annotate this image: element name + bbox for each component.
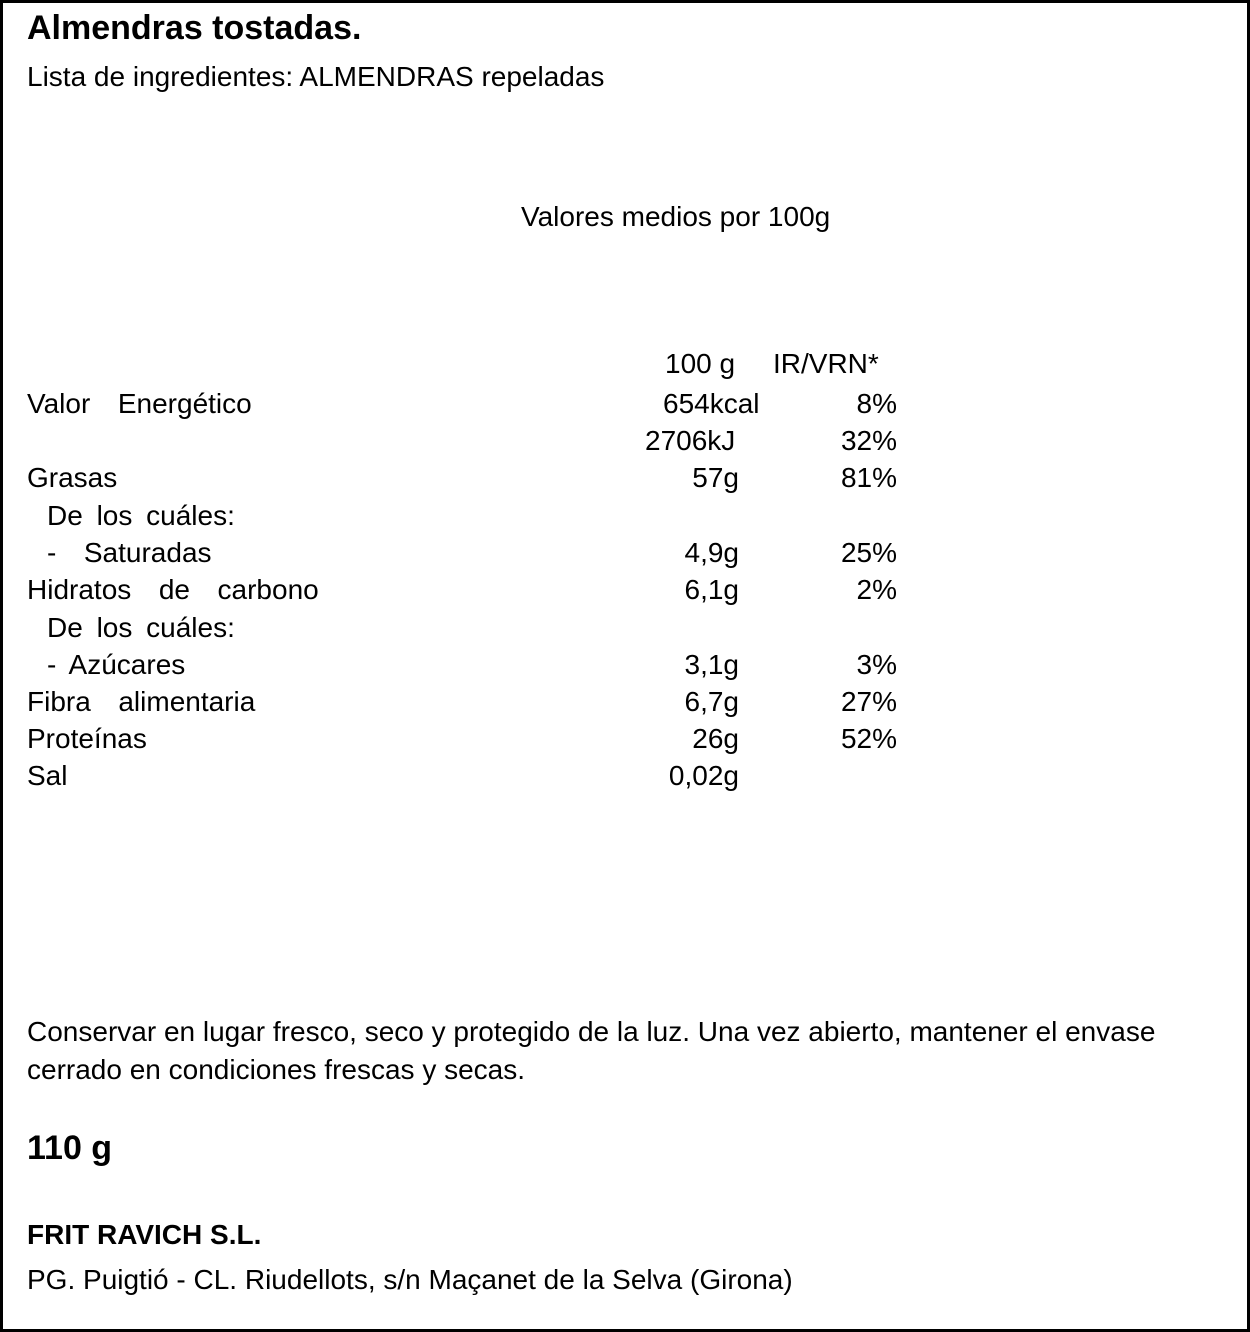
storage-instructions: Conservar en lugar fresco, seco y protegido de la luz. Una vez abierto, mantener el envase cerrado en condiciones frescas y secas. (27, 1016, 1156, 1085)
nutrition-row-fat-subheading (3, 500, 1003, 536)
nutrient-percentage: 25% (840, 537, 897, 568)
nutrition-row-sugars (3, 649, 1003, 685)
nutrient-quantity: 0,02g (668, 760, 739, 791)
nutrient-quantity: 4,9g (684, 537, 739, 568)
nutrient-name: Sal (27, 760, 68, 791)
nutrient-quantity: 6,1g (684, 574, 739, 605)
nutrient-percentage: 8% (856, 388, 897, 419)
net-weight: 110 g (27, 1129, 113, 1167)
product-title: Almendras tostadas. (27, 9, 362, 47)
nutrient-name: - Saturadas (47, 537, 212, 568)
nutrient-quantity: 2706kJ (645, 425, 736, 456)
nutrition-row-energy-kcal (3, 388, 1003, 424)
nutrient-name: Proteínas (27, 723, 147, 754)
nutrition-row-fat (3, 462, 1003, 498)
nutrient-percentage: 81% (840, 462, 897, 493)
nutrient-percentage: 32% (840, 425, 897, 456)
nutrient-quantity: 3,1g (684, 649, 739, 680)
nutrition-row-saturated (3, 537, 1003, 573)
nutrition-row-fibre (3, 686, 1003, 722)
nutrient-quantity: 26g (692, 723, 739, 754)
ingredients-list: Lista de ingredientes: ALMENDRAS repeladas (27, 61, 605, 92)
nutrient-name: - Azúcares (47, 649, 186, 680)
nutrient-quantity: 57g (692, 462, 739, 493)
nutrient-name: Hidratos de carbono (27, 574, 319, 605)
nutrient-quantity: 654kcal (663, 388, 760, 419)
nutrient-name: Fibra alimentaria (27, 686, 256, 717)
nutrient-name: Valor Energético (27, 388, 252, 419)
nutrient-subheading: De los cuáles: (47, 500, 235, 531)
nutrient-percentage: 3% (856, 649, 897, 680)
nutrient-subheading: De los cuáles: (47, 612, 235, 643)
nutrition-row-salt (3, 760, 1003, 796)
nutrition-row-protein (3, 723, 1003, 759)
company-address: PG. Puigtió - CL. Riudellots, s/n Maçanet de la Selva (Girona) (27, 1264, 793, 1295)
column-header-quantity: 100 g (665, 348, 736, 379)
column-header-reference-intake: IR/VRN* (773, 348, 879, 379)
nutrition-row-carbohydrates (3, 574, 1003, 610)
nutrition-row-carbs-subheading (3, 612, 1003, 648)
nutrient-name: Grasas (27, 462, 118, 493)
company-name: FRIT RAVICH S.L. (27, 1219, 262, 1250)
nutrient-percentage: 2% (856, 574, 897, 605)
nutrition-heading: Valores medios por 100g (521, 201, 831, 232)
nutrient-quantity: 6,7g (684, 686, 739, 717)
nutrition-row-energy-kj (3, 425, 1003, 461)
nutrient-percentage: 52% (840, 723, 897, 754)
nutrient-percentage: 27% (840, 686, 897, 717)
